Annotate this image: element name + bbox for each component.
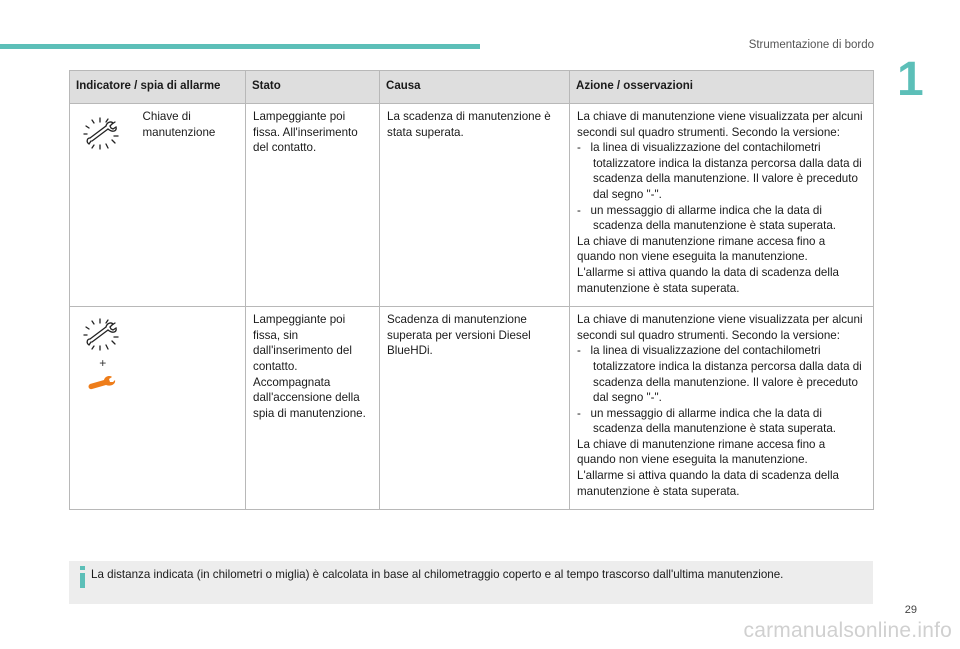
azione-list [577, 140, 866, 234]
column-header-causa: Causa [380, 71, 570, 104]
azione-cell [570, 307, 874, 510]
azione-cell [570, 104, 874, 307]
page-number: 29 [904, 604, 917, 616]
indicator-icon-cell [70, 307, 136, 510]
orange-wrench-icon [70, 371, 130, 393]
column-header-stato: Stato [246, 71, 380, 104]
chapter-number: 1 [897, 53, 924, 106]
column-header-azione: Azione / osservazioni [570, 71, 874, 104]
list-item: - un messaggio di allarme indica che la data di scadenza della manutenzione è stata superata. [577, 406, 837, 436]
azione-intro: La chiave di manutenzione viene visualizzata per alcuni secondi sul quadro strumenti. Secondo la versione: [577, 110, 863, 139]
table-row [70, 104, 874, 307]
list-item: - la linea di visualizzazione del contachilometri totalizzatore indica la distanza percorsa dalla data di scadenza della manutenzione. Il valore è preceduto dal segno "-". [577, 344, 862, 405]
stato-cell: Lampeggiante poi fissa, sin dall'inserimento del contatto. Accompagnata dall'accensione della spia di manutenzione. [246, 307, 380, 510]
column-header-indicatore: Indicatore / spia di allarme [70, 71, 246, 104]
indicator-label [136, 307, 246, 510]
note-text: La distanza indicata (in chilometri o miglia) è calcolata in base al chilometraggio coperto e al tempo trascorso dall'ultima manutenzione. [91, 568, 784, 581]
azione-outro: L'allarme si attiva quando la data di scadenza della manutenzione è stata superata. [577, 469, 839, 498]
table-header-row [70, 71, 874, 104]
section-title: Strumentazione di bordo [748, 39, 874, 51]
list-item: - la linea di visualizzazione del contachilometri totalizzatore indica la distanza percorsa dalla data di scadenza della manutenzione. Il valore è preceduto dal segno "-". [577, 141, 862, 201]
maintenance-spanner-icon [70, 106, 130, 154]
causa-cell: Scadenza di manutenzione superata per versioni Diesel BlueHDi. [380, 307, 570, 510]
indicator-label: Chiave di manutenzione [136, 104, 246, 307]
causa-cell: La scadenza di manutenzione è stata superata. [380, 104, 570, 307]
indicator-table [69, 70, 874, 510]
azione-outro: L'allarme si attiva quando la data di scadenza della manutenzione è stata superata. [577, 265, 839, 295]
list-item: - un messaggio di allarme indica che la data di scadenza della manutenzione è stata superata. [577, 203, 837, 233]
stato-cell: Lampeggiante poi fissa. All'inserimento del contatto. [246, 104, 380, 307]
maintenance-spanner-icon [70, 311, 130, 355]
azione-intro: La chiave di manutenzione viene visualizzata per alcuni secondi sul quadro strumenti. Secondo la versione: [577, 313, 863, 342]
info-note [69, 561, 873, 604]
plus-sign: + [99, 356, 107, 371]
info-icon [79, 566, 87, 588]
azione-outro: La chiave di manutenzione rimane accesa fino a quando non viene eseguita la manutenzione. [577, 437, 826, 467]
table-row [70, 307, 874, 510]
azione-outro: La chiave di manutenzione rimane accesa fino a quando non viene eseguita la manutenzione. [577, 234, 826, 264]
azione-list [577, 343, 866, 437]
header-accent-bar [0, 44, 480, 49]
watermark: carmanualsonline.info [743, 619, 952, 642]
indicator-icon-cell [70, 104, 136, 307]
